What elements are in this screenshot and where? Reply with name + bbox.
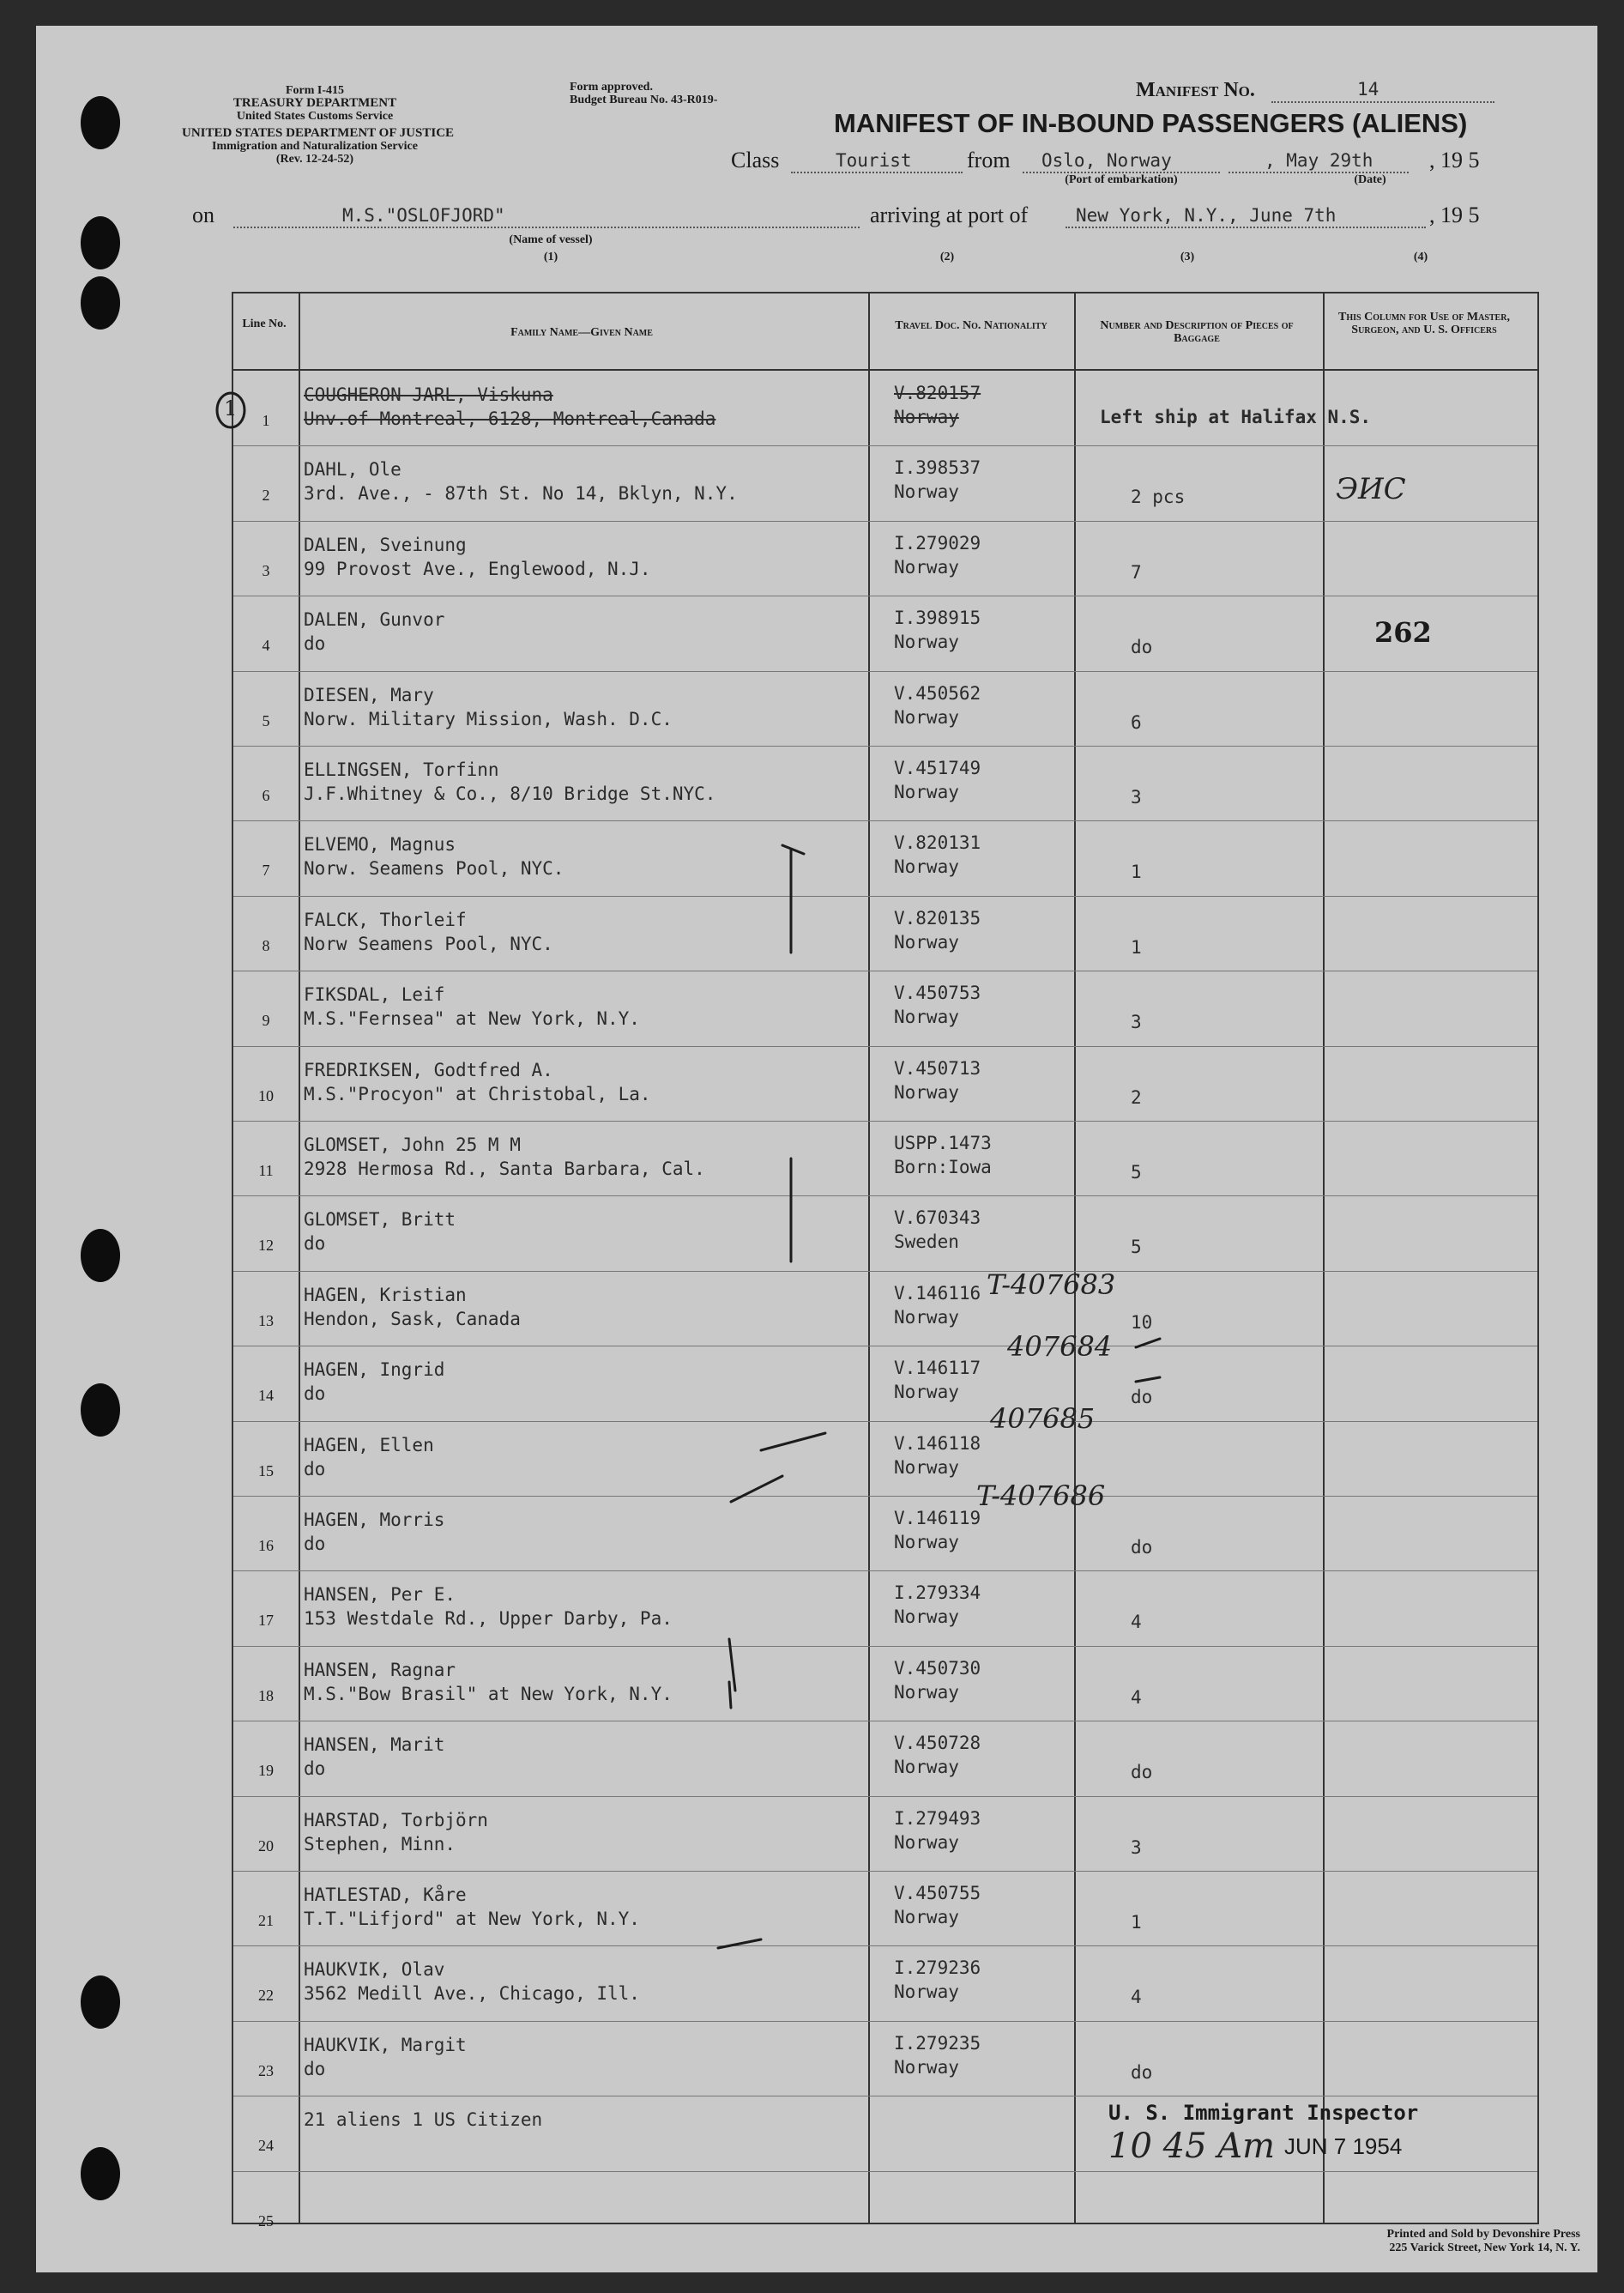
from-label: from [967,148,1011,172]
passenger-address: Norw Seamens Pool, NYC. [304,933,553,954]
nationality: Norway [894,1532,959,1552]
passenger-name: DALEN, Gunvor [304,609,445,631]
embarkation-port: Oslo, Norway [1041,150,1172,171]
passenger-name: FREDRIKSEN, Godtfred A. [304,1059,553,1080]
travel-doc-number: V.450753 [894,983,981,1004]
line-number: 13 [258,1311,274,1329]
baggage: do [1131,1537,1153,1558]
arrival-port: New York, N.Y., June 7th [1076,205,1337,226]
passenger-address: do [304,633,326,655]
baggage: do [1131,2061,1153,2083]
line-number: 12 [258,1237,274,1255]
manifest-title: MANIFEST OF IN-BOUND PASSENGERS (ALIENS) [834,108,1468,138]
passenger-name: ELVEMO, Magnus [304,834,456,856]
nationality: Norway [894,632,959,653]
nationality: Norway [894,1981,959,2003]
passenger-address: M.S."Procyon" at Christobal, La. [304,1083,651,1104]
budget-bureau: Budget Bureau No. 43-R019- [570,94,718,106]
travel-doc-number: V.146117 [894,1358,981,1379]
baggage: 10 [1131,1311,1153,1333]
date-stamp: JUN 7 1954 [1284,2133,1403,2159]
nationality: Norway [894,1081,959,1103]
printer-line-1: Printed and Sold by Devonshire Press [1386,2228,1580,2241]
line-number: 14 [258,1387,274,1405]
line-number: 17 [258,1612,274,1630]
passenger-name: HAGEN, Ingrid [304,1359,445,1381]
passenger-name: HATLESTAD, Kåre [304,1885,467,1905]
passenger-name: GLOMSET, Britt [304,1209,456,1231]
line-number: 1 [262,412,270,429]
nationality: Norway [894,931,959,953]
travel-doc-number: V.450713 [894,1057,981,1079]
travel-doc-number: V.146118 [894,1432,981,1454]
passenger-address: 153 Westdale Rd., Upper Darby, Pa. [304,1608,673,1630]
travel-doc-number: I.279029 [894,532,981,554]
embarkation-date: , May 29th [1265,150,1373,171]
passenger-address: do [304,1233,326,1255]
travel-doc-number: V.450755 [894,1883,981,1903]
passenger-address: 3562 Medill Ave., Chicago, Ill. [304,1983,640,2005]
passenger-address: do [304,1534,326,1554]
nationality: Norway [894,1007,959,1028]
col2-number: (2) [939,251,955,263]
passenger-address: M.S."Bow Brasil" at New York, N.Y. [304,1683,673,1704]
nationality: Norway [894,1382,959,1403]
passenger-address: do [304,2058,326,2079]
col-line-no: Line No. [242,318,287,330]
nationality: Norway [894,2056,959,2078]
passenger-address: do [304,1458,326,1479]
inspector-label: U. S. Immigrant Inspector [1108,2101,1419,2125]
col4-number: (4) [1413,251,1428,263]
line-number: 20 [258,1836,274,1854]
form-approved: Form approved. [570,81,653,94]
line-number: 22 [258,1987,274,2005]
passenger-name: ELLINGSEN, Torfinn [304,759,499,780]
nationality: Norway [894,556,959,578]
travel-doc-number: V.820135 [894,907,981,929]
passenger-address: Hendon, Sask, Canada [304,1308,521,1329]
col-name: Family Name—Given Name [510,326,653,339]
passenger-name: DIESEN, Mary [304,684,434,705]
passenger-address: do [304,1383,326,1405]
form-number: Form I-415 [285,84,345,97]
passenger-name: HARSTAD, Torbjörn [304,1809,488,1830]
line-number: 8 [262,936,270,954]
vessel-name: M.S."OSLOFJORD" [342,205,505,226]
line-number: 23 [258,2061,274,2079]
passenger-name: HANSEN, Marit [304,1734,445,1756]
line-number: 25 [258,2211,274,2229]
passenger-address: J.F.Whitney & Co., 8/10 Bridge St.NYC. [304,783,716,804]
travel-doc-number: I.279493 [894,1807,981,1829]
col-travel-doc: Travel Doc. No. Nationality [895,319,1047,332]
baggage: do [1131,1387,1153,1408]
revision-date: (Rev. 12-24-52) [275,153,354,166]
col-baggage: Number and Description of Pieces of Baggage [1100,319,1294,345]
travel-no-14: 407684 [1007,1330,1113,1363]
line-number: 3 [262,561,270,579]
travel-doc-number: V.146116 [894,1282,981,1304]
travel-doc-number: I.279235 [894,2032,981,2054]
baggage: do [1131,637,1153,658]
passenger-address: Norw. Seamens Pool, NYC. [304,858,564,880]
nationality: Norway [894,1757,959,1778]
baggage: 4 [1131,1987,1142,2008]
travel-no-15: 407685 [990,1402,1096,1435]
passenger-name: FIKSDAL, Leif [304,984,445,1006]
port-caption: (Port of embarkation) [1065,173,1178,186]
passenger-name: FALCK, Thorleif [304,909,467,930]
nationality: Norway [894,1606,959,1628]
col3-number: (3) [1180,251,1195,263]
treasury-dept: TREASURY DEPARTMENT [232,96,397,110]
travel-no-13: T-407683 [987,1268,1116,1301]
travel-doc-number: V.450728 [894,1733,981,1754]
col-officers: This Column for Use of Master, Surgeon, and U. S. Officers [1338,311,1510,336]
passenger-address: do [304,1758,326,1780]
travel-doc-number: V.451749 [894,758,981,778]
arrival-time: 10 45 Am [1108,2127,1276,2166]
travel-doc-number: V.146119 [894,1508,981,1528]
nationality: Norway [894,1306,959,1328]
passenger-name: 21 aliens 1 US Citizen [304,2109,543,2131]
baggage: 1 [1131,1912,1142,1933]
nationality: Sweden [894,1231,959,1253]
baggage: 6 [1131,711,1142,733]
passenger-address: 2928 Hermosa Rd., Santa Barbara, Cal. [304,1159,705,1179]
passenger-address: 3rd. Ave., - 87th St. No 14, Bklyn, N.Y. [304,483,738,505]
travel-no-16: T-407686 [976,1479,1106,1512]
vessel-caption: (Name of vessel) [509,233,593,246]
passenger-address: Norw. Military Mission, Wash. D.C. [304,708,673,729]
travel-doc-number: V.450562 [894,682,981,704]
date-caption: (Date) [1354,173,1386,186]
nationality: Norway [894,1831,959,1853]
manifest-no-label: Manifest No. [1136,79,1255,101]
baggage: 2 pcs [1131,487,1186,508]
manifest-no: 14 [1357,79,1379,100]
baggage: Left ship at Halifax N.S. [1100,407,1372,427]
nationality: Norway [894,481,959,503]
nationality: Born:Iowa [894,1157,992,1177]
passenger-address: 99 Provost Ave., Englewood, N.J. [304,558,651,579]
passenger-name: HAGEN, Kristian [304,1284,467,1305]
travel-doc-number: USPP.1473 [894,1133,992,1153]
justice-dept: UNITED STATES DEPARTMENT OF JUSTICE [182,126,455,140]
line-number: 7 [262,862,270,880]
line-number: 4 [262,637,270,655]
travel-doc-number: V.820131 [894,832,981,854]
baggage: 1 [1131,862,1142,883]
passenger-name: GLOMSET, John 25 M M [304,1134,521,1155]
ins-service: Immigration and Naturalization Service [212,140,418,153]
nationality: Norway [894,1681,959,1703]
baggage: 2 [1131,1086,1142,1108]
passenger-name: HAUKVIK, Olav [304,1959,445,1981]
line-number: 24 [258,2137,274,2155]
travel-doc-number: V.820157 [894,383,981,403]
line-number: 21 [258,1912,274,1929]
line-number: 2 [262,487,270,505]
col1-number: (1) [543,251,558,263]
nationality: Norway [894,407,959,427]
baggage: 3 [1131,787,1142,808]
class-value: Tourist [836,150,912,171]
passenger-name: HANSEN, Per E. [304,1584,456,1606]
nationality: Norway [894,706,959,728]
line-number: 19 [258,1762,274,1780]
baggage: 3 [1131,1836,1142,1858]
line-number: 10 [258,1086,274,1104]
travel-doc-number: I.398915 [894,608,981,629]
baggage: 1 [1131,936,1142,958]
nationality: Norway [894,1907,959,1927]
passenger-name: DAHL, Ole [304,459,401,481]
class-label: Class [731,148,780,172]
year-embark: , 19 5 [1429,148,1480,172]
arriving-label: arriving at port of [870,203,1029,227]
passenger-name: COUGHERON-JARL, Viskuna [304,384,553,405]
passenger-name: HAUKVIK, Margit [304,2034,467,2055]
travel-doc-number: V.670343 [894,1207,981,1229]
year-arrival: , 19 5 [1429,203,1480,227]
passenger-name: HAGEN, Morris [304,1510,445,1530]
nationality: Norway [894,1456,959,1478]
passenger-address: Stephen, Minn. [304,1833,456,1854]
handwritten-marks [36,26,1597,2272]
travel-doc-number: I.279334 [894,1582,981,1604]
officer-note-262: 262 [1374,616,1432,649]
baggage: 5 [1131,1162,1142,1183]
line-number: 16 [258,1537,274,1554]
manifest-page [36,26,1597,2272]
line-number: 9 [262,1012,270,1030]
baggage: 7 [1131,561,1142,583]
circled-line-one: 1 [224,396,238,420]
passenger-address: Unv.of Montreal, 6128, Montreal,Canada [304,408,716,429]
nationality: Norway [894,782,959,802]
line-number: 6 [262,787,270,804]
customs-service: United States Customs Service [236,110,394,123]
line-number: 18 [258,1686,274,1704]
baggage: 3 [1131,1012,1142,1033]
passenger-name: HAGEN, Ellen [304,1434,434,1455]
nationality: Norway [894,856,959,878]
line-number: 11 [258,1162,274,1179]
travel-doc-number: I.279236 [894,1957,981,1979]
printer-line-2: 225 Varick Street, New York 14, N. Y. [1389,2242,1580,2254]
line-number: 5 [262,711,270,729]
baggage: 5 [1131,1237,1142,1258]
baggage: 4 [1131,1686,1142,1708]
travel-doc-number: I.398537 [894,457,981,479]
line-number: 15 [258,1461,274,1479]
baggage: 4 [1131,1612,1142,1633]
passenger-address: M.S."Fernsea" at New York, N.Y. [304,1008,640,1030]
passenger-address: T.T."Lifjord" at New York, N.Y. [304,1909,640,1929]
initials: ЭИС [1336,472,1406,506]
passenger-name: HANSEN, Ragnar [304,1659,456,1680]
passenger-name: DALEN, Sveinung [304,534,467,555]
baggage: do [1131,1762,1153,1783]
travel-doc-number: V.450730 [894,1657,981,1679]
on-label: on [192,203,214,227]
